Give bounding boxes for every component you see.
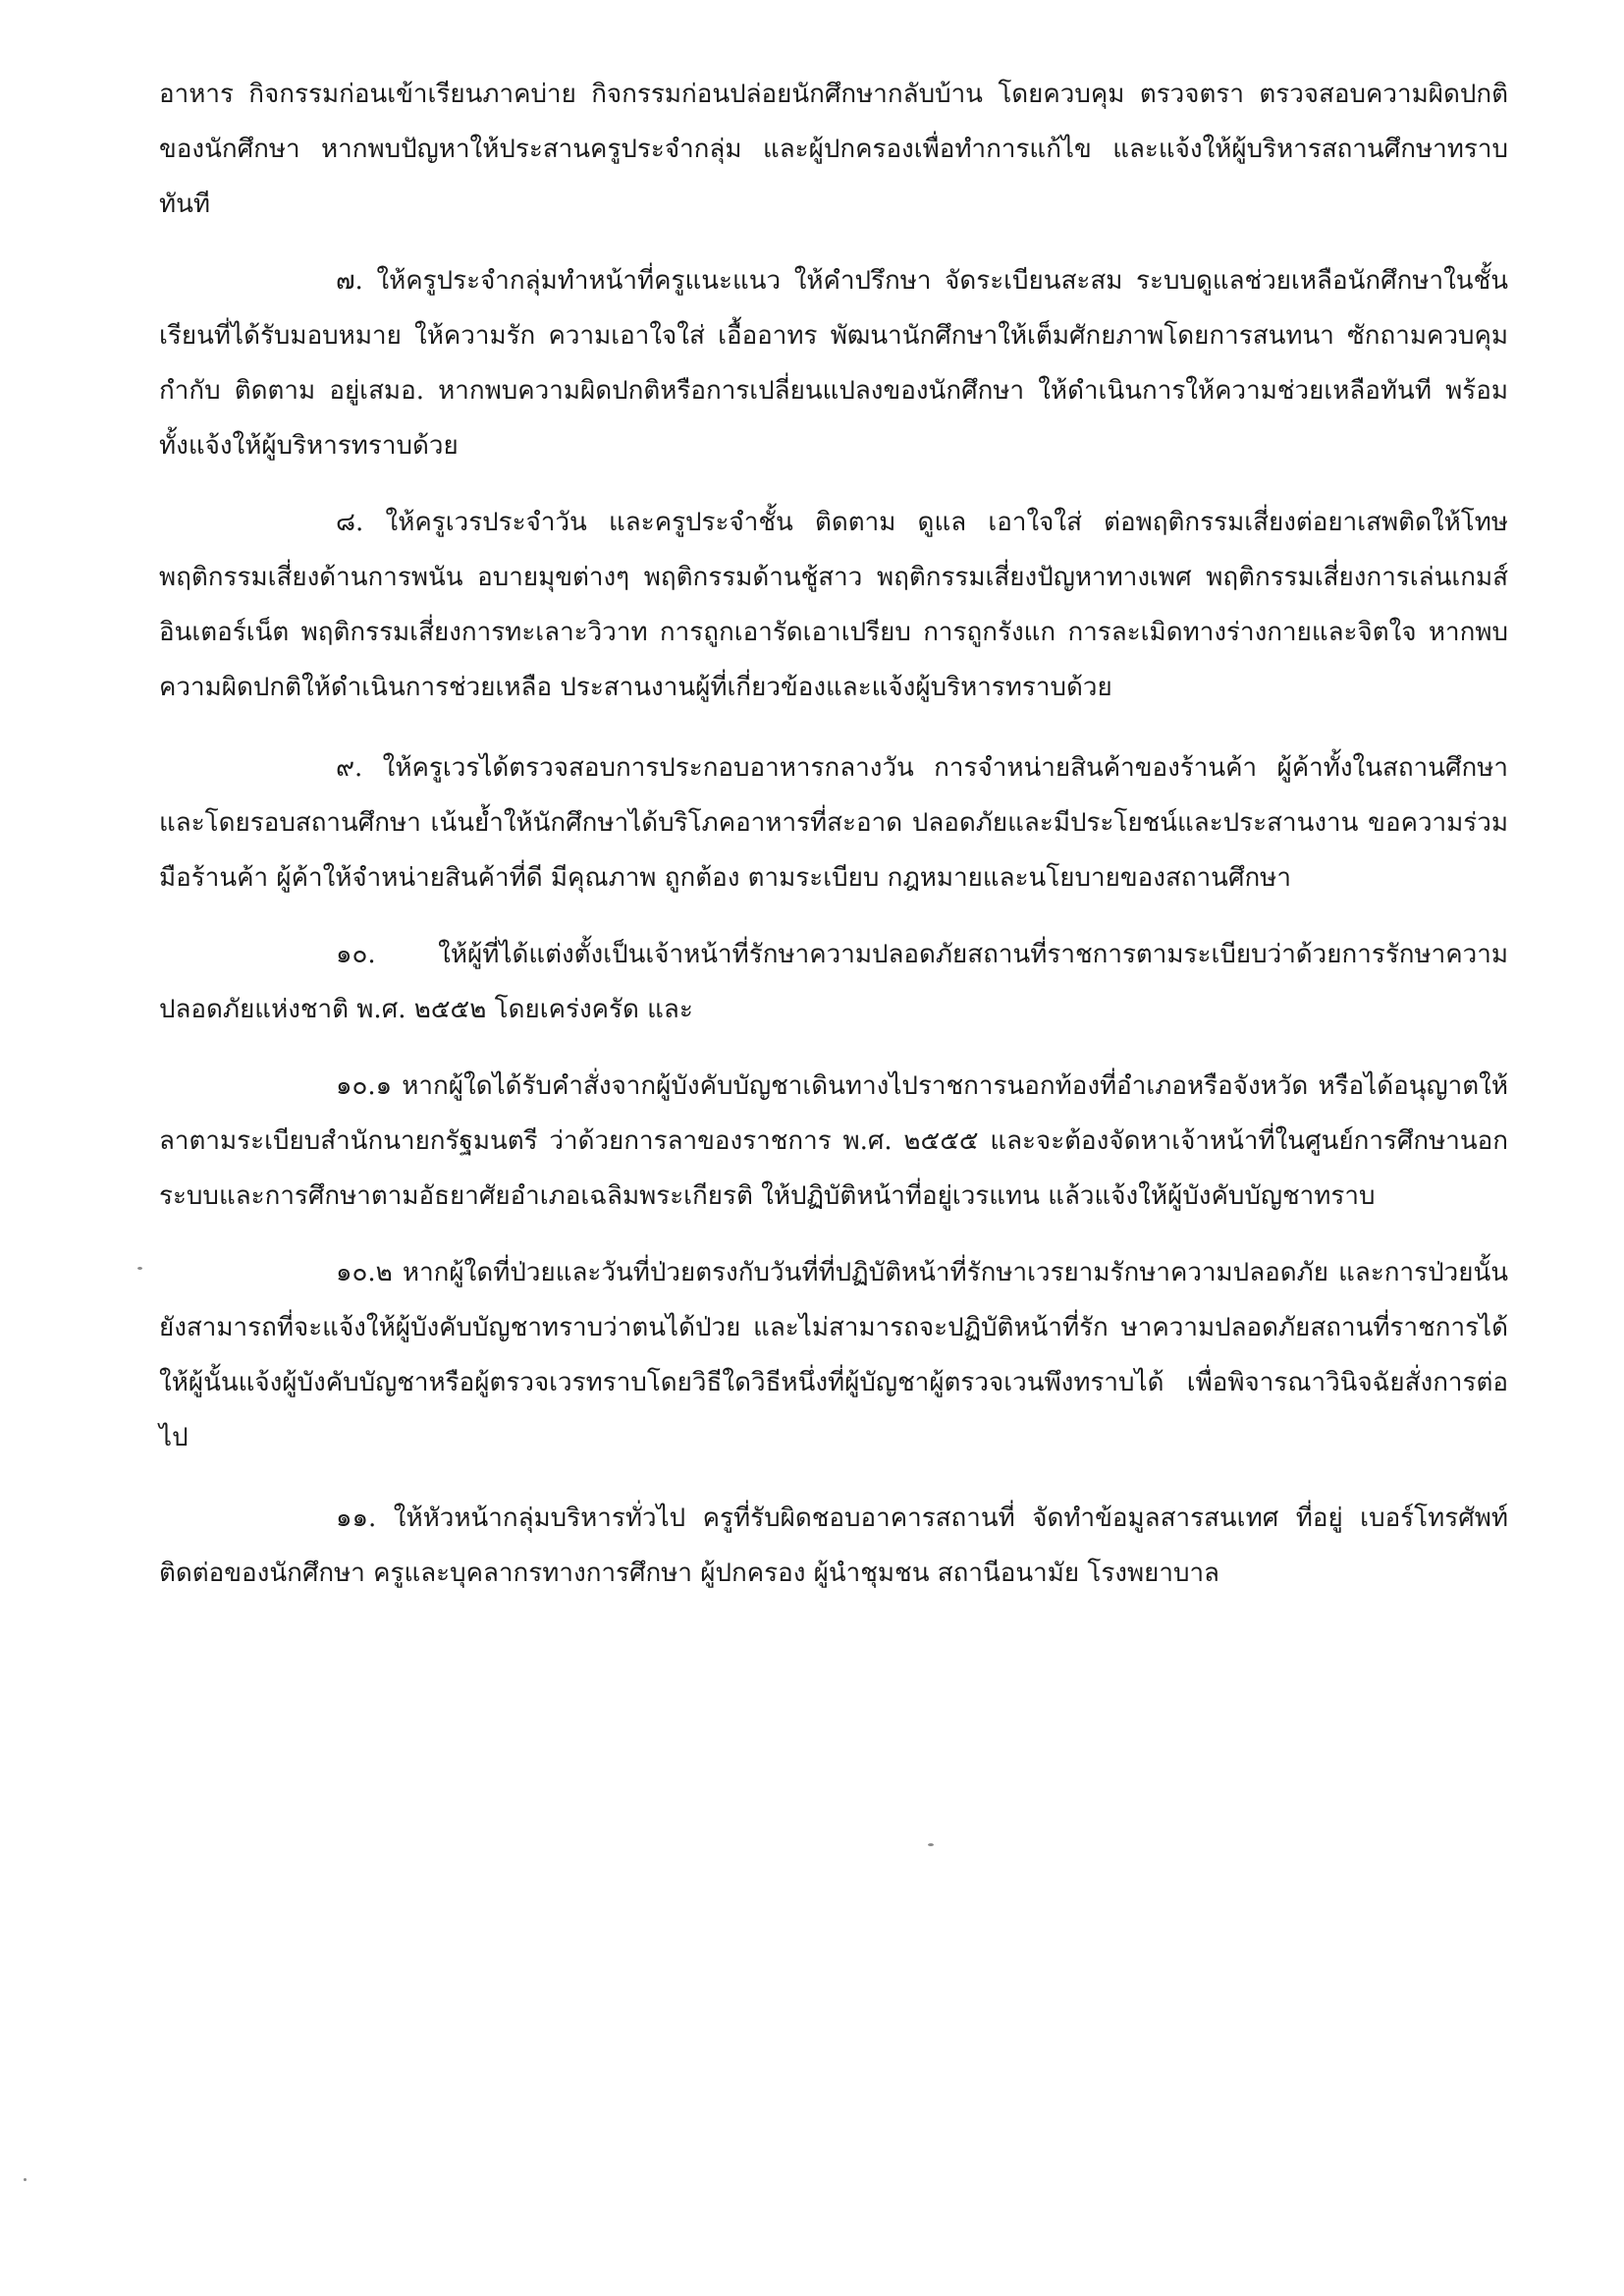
- paragraph-item-10-2: ๑๐.๒ หากผู้ใดที่ป่วยและวันที่ป่วยตรงกับวันที่ที่ปฏิบัติหน้าที่รักษาเวรยามรักษาความปลอดภัย และการป่วยนั้นยังสามารถที่จะแจ้งให้ผู้บังคับบัญชาทราบว่าตนได้ป่วย และไม่สามารถจะปฏิบัติหน้าที่รัก ษาความปลอดภัยสถานที่ราชการได้ ให้ผู้นั้นแจ้งผู้บังคับบัญชาหรือผู้ตรวจเวรทราบโดยวิธีใดวิธีหนึ่งที่ผู้บัญชาผู้ตรวจเวนพึงทราบได้ เพื่อพิจารณาวินิจฉัยสั่งการต่อไป: [159, 1258, 1508, 1452]
- scan-speck: [928, 1843, 934, 1846]
- paragraph-item-8: ๘. ให้ครูเวรประจำวัน และครูประจำชั้น ติดตาม ดูแล เอาใจใส่ ต่อพฤติกรรมเสี่ยงต่อยาเสพติดให้โทษ พฤติกรรมเสี่ยงด้านการพนัน อบายมุขต่างๆ พฤติกรรมด้านชู้สาว พฤติกรรมเสี่ยงปัญหาทางเพศ พฤติกรรมเสี่ยงการเล่นเกมส์อินเตอร์เน็ต พฤติกรรมเสี่ยงการทะเลาะวิวาท การถูกเอารัดเอาเปรียบ การถูกรังแก การละเมิดทางร่างกายและจิตใจ หากพบความผิดปกติให้ดำเนินการช่วยเหลือ ประสานงานผู้ที่เกี่ยวข้องและแจ้งผู้บริหารทราบด้วย: [159, 508, 1508, 702]
- scan-speck: [137, 1267, 142, 1270]
- paragraph-intro: อาหาร กิจกรรมก่อนเข้าเรียนภาคบ่าย กิจกรรมก่อนปล่อยนักศึกษากลับบ้าน โดยควบคุม ตรวจตรา ตรวจสอบความผิดปกติของนักศึกษา หากพบปัญหาให้ประสานครูประจำกลุ่ม และผู้ปกครองเพื่อทำการแก้ไข และแจ้งให้ผู้บริหารสถานศึกษาทราบทันที: [159, 80, 1508, 219]
- paragraph-item-10-1: ๑๐.๑ หากผู้ใดได้รับคำสั่งจากผู้บังคับบัญชาเดินทางไปราชการนอกท้องที่อำเภอหรือจังหวัด หรือได้อนุญาตให้ลาตามระเบียบสำนักนายกรัฐมนตรี ว่าด้วยการลาของราชการ พ.ศ. ๒๕๕๕ และจะต้องจัดหาเจ้าหน้าที่ในศูนย์การศึกษานอกระบบและการศึกษาตามอัธยาศัยอำเภอเฉลิมพระเกียรติ ให้ปฏิบัติหน้าที่อยู่เวรแทน แล้วแจ้งให้ผู้บังคับบัญชาทราบ: [159, 1071, 1508, 1211]
- paragraph-item-11: ๑๑. ให้หัวหน้ากลุ่มบริหารทั่วไป ครูที่รับผิดชอบอาคารสถานที่ จัดทำข้อมูลสารสนเทศ ที่อยู่ เบอร์โทรศัพท์ติดต่อของนักศึกษา ครูและบุคลากรทางการศึกษา ผู้ปกครอง ผู้นำชุมชน สถานีอนามัย โรงพยาบาล: [159, 1503, 1508, 1588]
- document-body: [159, 67, 1508, 1601]
- paragraph-item-9: ๙. ให้ครูเวรได้ตรวจสอบการประกอบอาหารกลางวัน การจำหน่ายสินค้าของร้านค้า ผู้ค้าทั้งในสถานศึกษาและโดยรอบสถานศึกษา เน้นย้ำให้นักศึกษาได้บริโภคอาหารที่สะอาด ปลอดภัยและมีประโยชน์และประสานงาน ขอความร่วมมือร้านค้า ผู้ค้าให้จำหน่ายสินค้าที่ดี มีคุณภาพ ถูกต้อง ตามระเบียบ กฎหมายและนโยบายของสถานศึกษา: [159, 753, 1508, 893]
- paragraph-item-7: ๗. ให้ครูประจำกลุ่มทำหน้าที่ครูแนะแนว ให้คำปรึกษา จัดระเบียนสะสม ระบบดูแลช่วยเหลือนักศึกษาในชั้นเรียนที่ได้รับมอบหมาย ให้ความรัก ความเอาใจใส่ เอื้ออาทร พัฒนานักศึกษาให้เต็มศักยภาพโดยการสนทนา ซักถามควบคุม กำกับ ติดตาม อยู่เสมอ. หากพบความผิดปกติหรือการเปลี่ยนแปลงของนักศึกษา ให้ดำเนินการให้ความช่วยเหลือทันที พร้อมทั้งแจ้งให้ผู้บริหารทราบด้วย: [159, 266, 1508, 461]
- paragraph-item-10: ๑๐. ให้ผู้ที่ได้แต่งตั้งเป็นเจ้าหน้าที่รักษาความปลอดภัยสถานที่ราชการตามระเบียบว่าด้วยการรักษาความปลอดภัยแห่งชาติ พ.ศ. ๒๕๕๒ โดยเคร่งครัด และ: [159, 940, 1508, 1024]
- scan-speck: [24, 2178, 27, 2181]
